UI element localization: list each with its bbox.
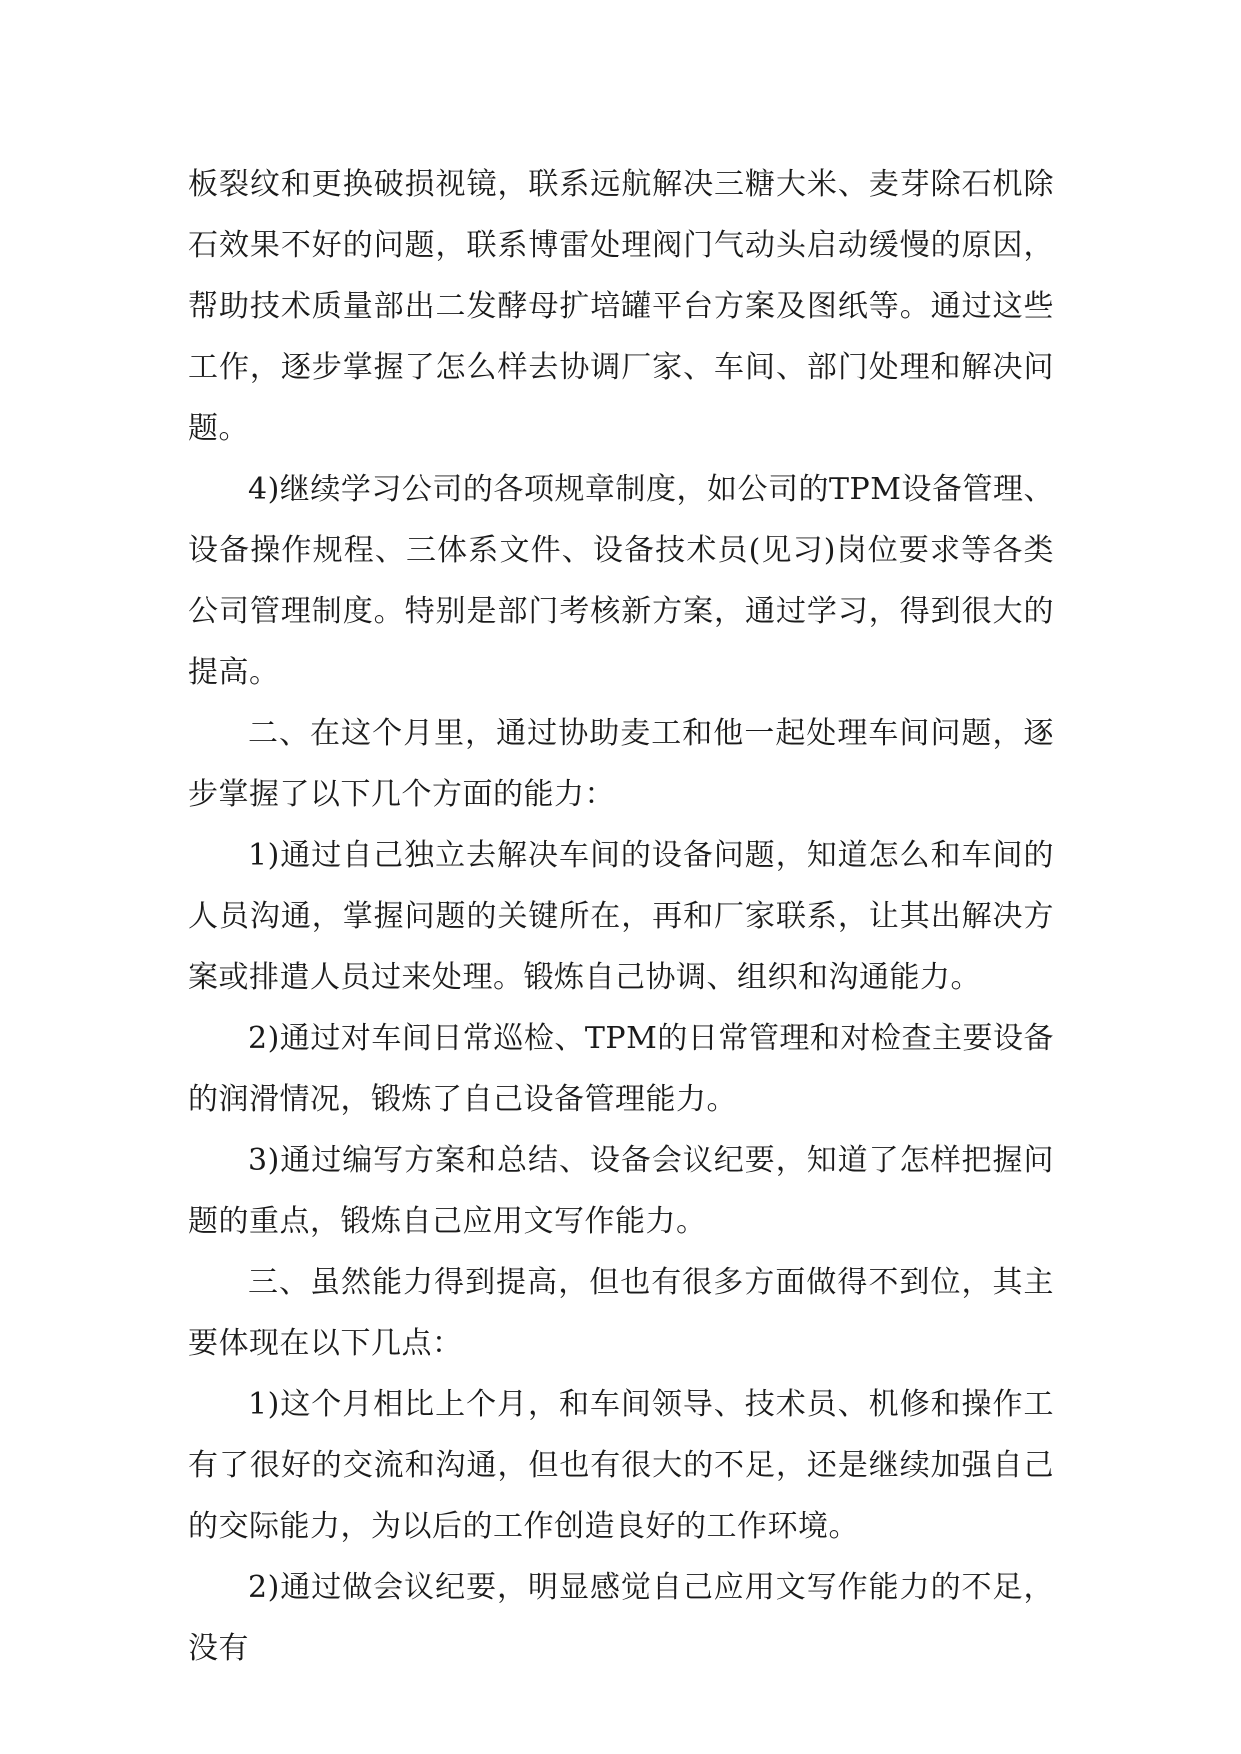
paragraph-section-2-heading: 二、在这个月里，通过协助麦工和他一起处理车间问题，逐步掌握了以下几个方面的能力： [188,716,1054,812]
paragraph-continued-coordination: 板裂纹和更换破损视镜，联系远航解决三糖大米、麦芽除石机除石效果不好的问题，联系博雷处理阀门气动头启动缓慢的原因，帮助技术质量部出二发酵母扩培罐平台方案及图纸等。通过这些工作，逐步掌握了怎么样去协调厂家、车间、部门处理和解决问题。 [188,167,1054,446]
paragraph-section-2-item-3: 3)通过编写方案和总结、设备会议纪要，知道了怎样把握问题的重点，锻炼自己应用文写作能力。 [188,1143,1054,1239]
paragraph-section-3-heading: 三、虽然能力得到提高，但也有很多方面做得不到位，其主要体现在以下几点： [188,1265,1054,1361]
paragraph-section-2-item-1: 1)通过自己独立去解决车间的设备问题，知道怎么和车间的人员沟通，掌握问题的关键所在，再和厂家联系，让其出解决方案或排遣人员过来处理。锻炼自己协调、组织和沟通能力。 [188,838,1054,995]
paragraph-section-3-item-1: 1)这个月相比上个月，和车间领导、技术员、机修和操作工有了很好的交流和沟通，但也有很大的不足，还是继续加强自己的交际能力，为以后的工作创造良好的工作环境。 [188,1387,1054,1544]
document-body [188,154,1054,1679]
paragraph-item-4-regulations: 4)继续学习公司的各项规章制度，如公司的TPM设备管理、设备操作规程、三体系文件、设备技术员(见习)岗位要求等各类公司管理制度。特别是部门考核新方案，通过学习，得到很大的提高。 [188,472,1054,690]
paragraph-section-2-item-2: 2)通过对车间日常巡检、TPM的日常管理和对检查主要设备的润滑情况，锻炼了自己设备管理能力。 [188,1021,1054,1117]
paragraph-section-3-item-2: 2)通过做会议纪要，明显感觉自己应用文写作能力的不足，没有 [188,1570,1054,1666]
